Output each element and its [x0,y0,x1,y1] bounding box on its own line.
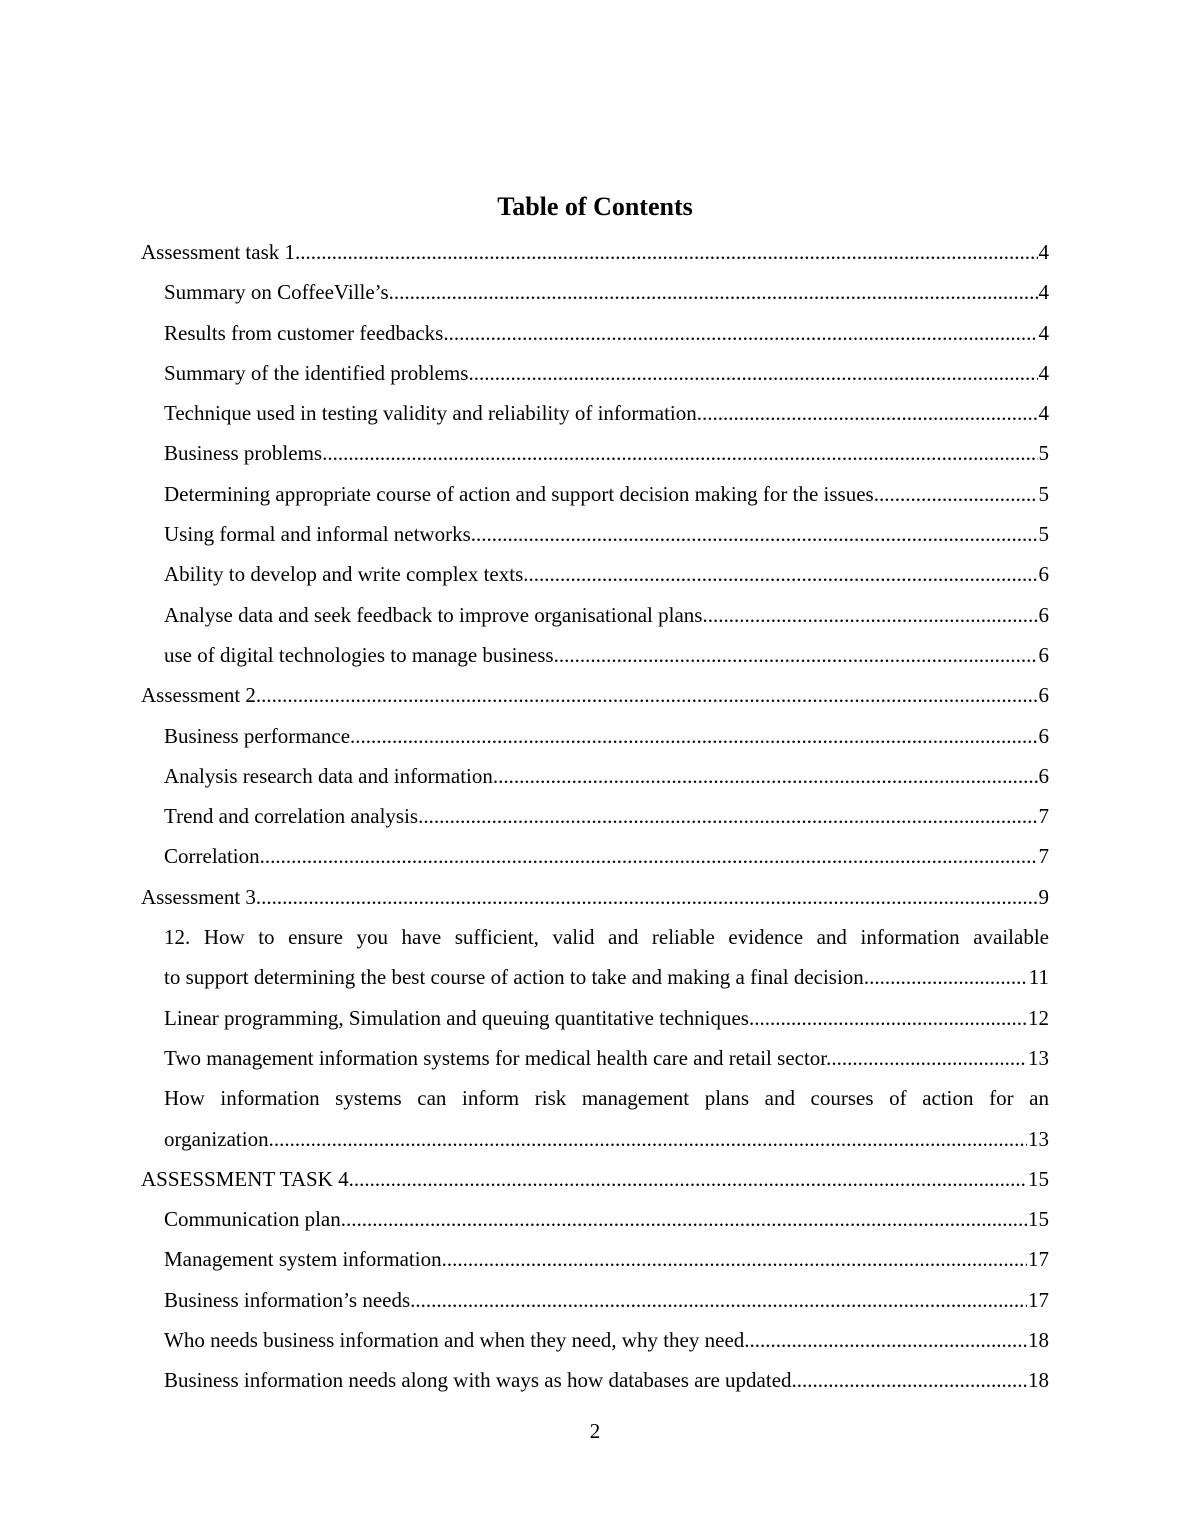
toc-entry-assessment-task-4[interactable] [141,1159,1049,1199]
toc-entry-page: 18 [1027,1360,1049,1400]
toc-entry-analyse-data[interactable] [164,595,1049,635]
toc-entry-page: 5 [1038,474,1050,514]
toc-entry-digital-technologies[interactable] [164,635,1049,675]
toc-entry-page: 12 [1027,998,1049,1038]
toc-entry-label: Technique used in testing validity and reliability of information [164,401,697,426]
toc-entry-page: 6 [1038,716,1050,756]
toc-entry-label: Business information needs along with ways as how databases are updated [164,1368,792,1393]
toc-entry-linear-programming[interactable] [164,998,1049,1038]
toc-entry-page: 9 [1038,877,1050,917]
toc-entry-page: 15 [1027,1199,1049,1239]
toc-entry-databases-updated[interactable] [164,1360,1049,1400]
toc-entry-page: 4 [1038,232,1050,272]
toc-entry-label: Linear programming, Simulation and queuing quantitative techniques [164,1005,749,1030]
toc-entry-label: Results from customer feedbacks [164,320,444,345]
toc-entry-page: 5 [1038,433,1050,473]
toc-entry-risk-management[interactable] [164,1078,1049,1159]
toc-entry-label: Assessment 2 [141,683,256,708]
toc-entry-page: 6 [1038,675,1050,715]
toc-entry-identified-problems[interactable] [164,353,1049,393]
toc-list [141,232,1049,1401]
toc-entry-page: 7 [1038,836,1050,876]
toc-entry-page: 5 [1038,514,1050,554]
toc-entry-assessment-task-1[interactable] [141,232,1049,272]
toc-entry-label: Business problems [164,441,323,466]
toc-entry-label-line1: 12. How to ensure you have sufficient, valid and reliable evidence and information available [164,925,1049,950]
toc-entry-complex-texts[interactable] [164,554,1049,594]
toc-entry-label: use of digital technologies to manage business [164,642,554,667]
toc-entry-label: Trend and correlation analysis [164,804,419,829]
toc-entry-page: 13 [1027,1038,1049,1078]
toc-entry-page: 6 [1038,554,1050,594]
toc-entry-label: Using formal and informal networks [164,522,471,547]
toc-entry-label: Communication plan [164,1207,341,1232]
toc-entry-who-needs-info[interactable] [164,1320,1049,1360]
toc-entry-label-line2: to support determining the best course of action to take and making a final decision [164,965,864,990]
toc-entry-trend-correlation[interactable] [164,796,1049,836]
toc-entry-label: Assessment task 1 [141,240,295,264]
toc-entry-page: 4 [1038,353,1050,393]
toc-entry-management-system[interactable] [164,1239,1049,1279]
page-title: Table of Contents [497,192,693,221]
toc-entry-assessment-2[interactable] [141,675,1049,715]
toc-entry-customer-feedbacks[interactable] [164,313,1049,353]
toc-entry-business-performance[interactable] [164,716,1049,756]
toc-entry-business-info-needs[interactable] [164,1280,1049,1320]
toc-entry-page: 15 [1027,1159,1049,1199]
toc-entry-business-problems[interactable] [164,433,1049,473]
toc-entry-two-mis[interactable] [164,1038,1049,1078]
toc-entry-label: Management system information [164,1247,442,1272]
toc-entry-label: Assessment 3 [141,884,256,909]
toc-entry-correlation[interactable] [164,836,1049,876]
toc-entry-page: 7 [1038,796,1050,836]
toc-entry-summary-coffeeville[interactable] [164,272,1049,312]
toc-entry-assessment-3[interactable] [141,877,1049,917]
page-number: 2 [589,1419,601,1443]
toc-entry-label-line2: organization [164,1126,269,1151]
toc-entry-page: 4 [1038,313,1050,353]
toc-entry-course-of-action[interactable] [164,474,1049,514]
toc-entry-label: Correlation [164,844,260,869]
toc-entry-research-data[interactable] [164,756,1049,796]
toc-entry-page: 17 [1027,1239,1049,1279]
toc-entry-page: 11 [1028,957,1049,997]
toc-entry-testing-validity[interactable] [164,393,1049,433]
toc-entry-page: 4 [1038,393,1050,433]
toc-entry-label: Two management information systems for medical health care and retail sector [164,1045,827,1070]
toc-entry-page: 13 [1027,1119,1049,1159]
toc-entry-networks[interactable] [164,514,1049,554]
toc-entry-label: Ability to develop and write complex texts [164,562,524,587]
toc-entry-label: Summary on CoffeeVille’s [164,280,389,305]
toc-entry-page: 18 [1027,1320,1049,1360]
toc-entry-label: Analysis research data and information [164,763,493,788]
toc-entry-label: Business information’s needs [164,1287,411,1312]
toc-entry-label: Determining appropriate course of action and support decision making for the issues [164,481,874,506]
toc-entry-page: 17 [1027,1280,1049,1320]
toc-entry-page: 6 [1038,595,1050,635]
toc-entry-communication-plan[interactable] [164,1199,1049,1239]
toc-entry-label-line1: How information systems can inform risk management plans and courses of action for an [164,1086,1049,1111]
toc-entry-page: 6 [1038,635,1050,675]
toc-entry-page: 6 [1038,756,1050,796]
toc-entry-sufficient-evidence[interactable] [164,917,1049,998]
toc-entry-label: Analyse data and seek feedback to improve organisational plans [164,602,703,627]
toc-entry-label: Business performance [164,723,351,748]
toc-entry-label: Summary of the identified problems [164,360,469,385]
toc-entry-label: Who needs business information and when they need, why they need [164,1328,745,1353]
toc-entry-page: 4 [1038,272,1050,312]
toc-entry-label: ASSESSMENT TASK 4 [141,1166,349,1191]
